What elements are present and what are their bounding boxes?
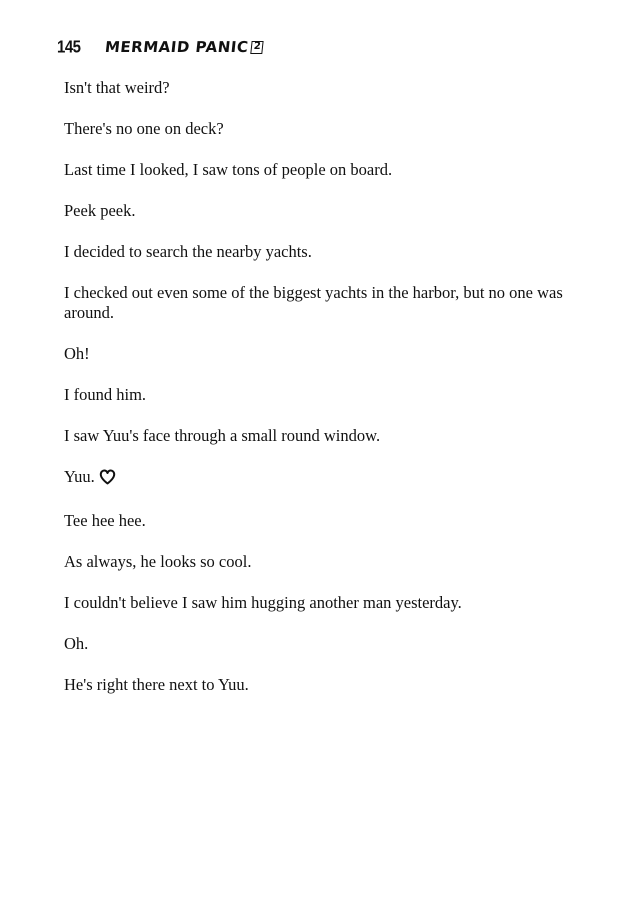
book-title	[104, 38, 264, 56]
book-title-text: MERMAID PANIC	[103, 38, 249, 56]
paragraph: I saw Yuu's face through a small round window.	[64, 426, 381, 445]
paragraph: Peek peek.	[64, 201, 136, 220]
paragraph: As always, he looks so cool.	[64, 552, 252, 571]
paragraph: He's right there next to Yuu.	[64, 675, 249, 694]
page-number: 145	[57, 37, 81, 57]
paragraph: I found him.	[64, 385, 147, 404]
paragraph: I decided to search the nearby yachts.	[64, 242, 312, 261]
paragraph: Last time I looked, I saw tons of people on board.	[64, 160, 393, 179]
paragraph: I couldn't believe I saw him hugging another man yesterday.	[64, 593, 462, 612]
page-header	[57, 35, 263, 59]
paragraph-with-heart	[64, 467, 564, 490]
paragraph: There's no one on deck?	[64, 119, 224, 138]
paragraph: Oh.	[64, 634, 89, 653]
paragraph: Oh!	[64, 344, 90, 363]
paragraph: I checked out even some of the biggest yachts in the harbor, but no one was around.	[64, 283, 563, 322]
paragraph: Tee hee hee.	[64, 511, 146, 530]
story-text	[64, 78, 564, 716]
volume-number-badge: 2	[250, 41, 263, 54]
paragraph: Isn't that weird?	[64, 78, 170, 97]
paragraph-text: Yuu.	[64, 467, 95, 486]
heart-outline-icon	[99, 469, 116, 490]
